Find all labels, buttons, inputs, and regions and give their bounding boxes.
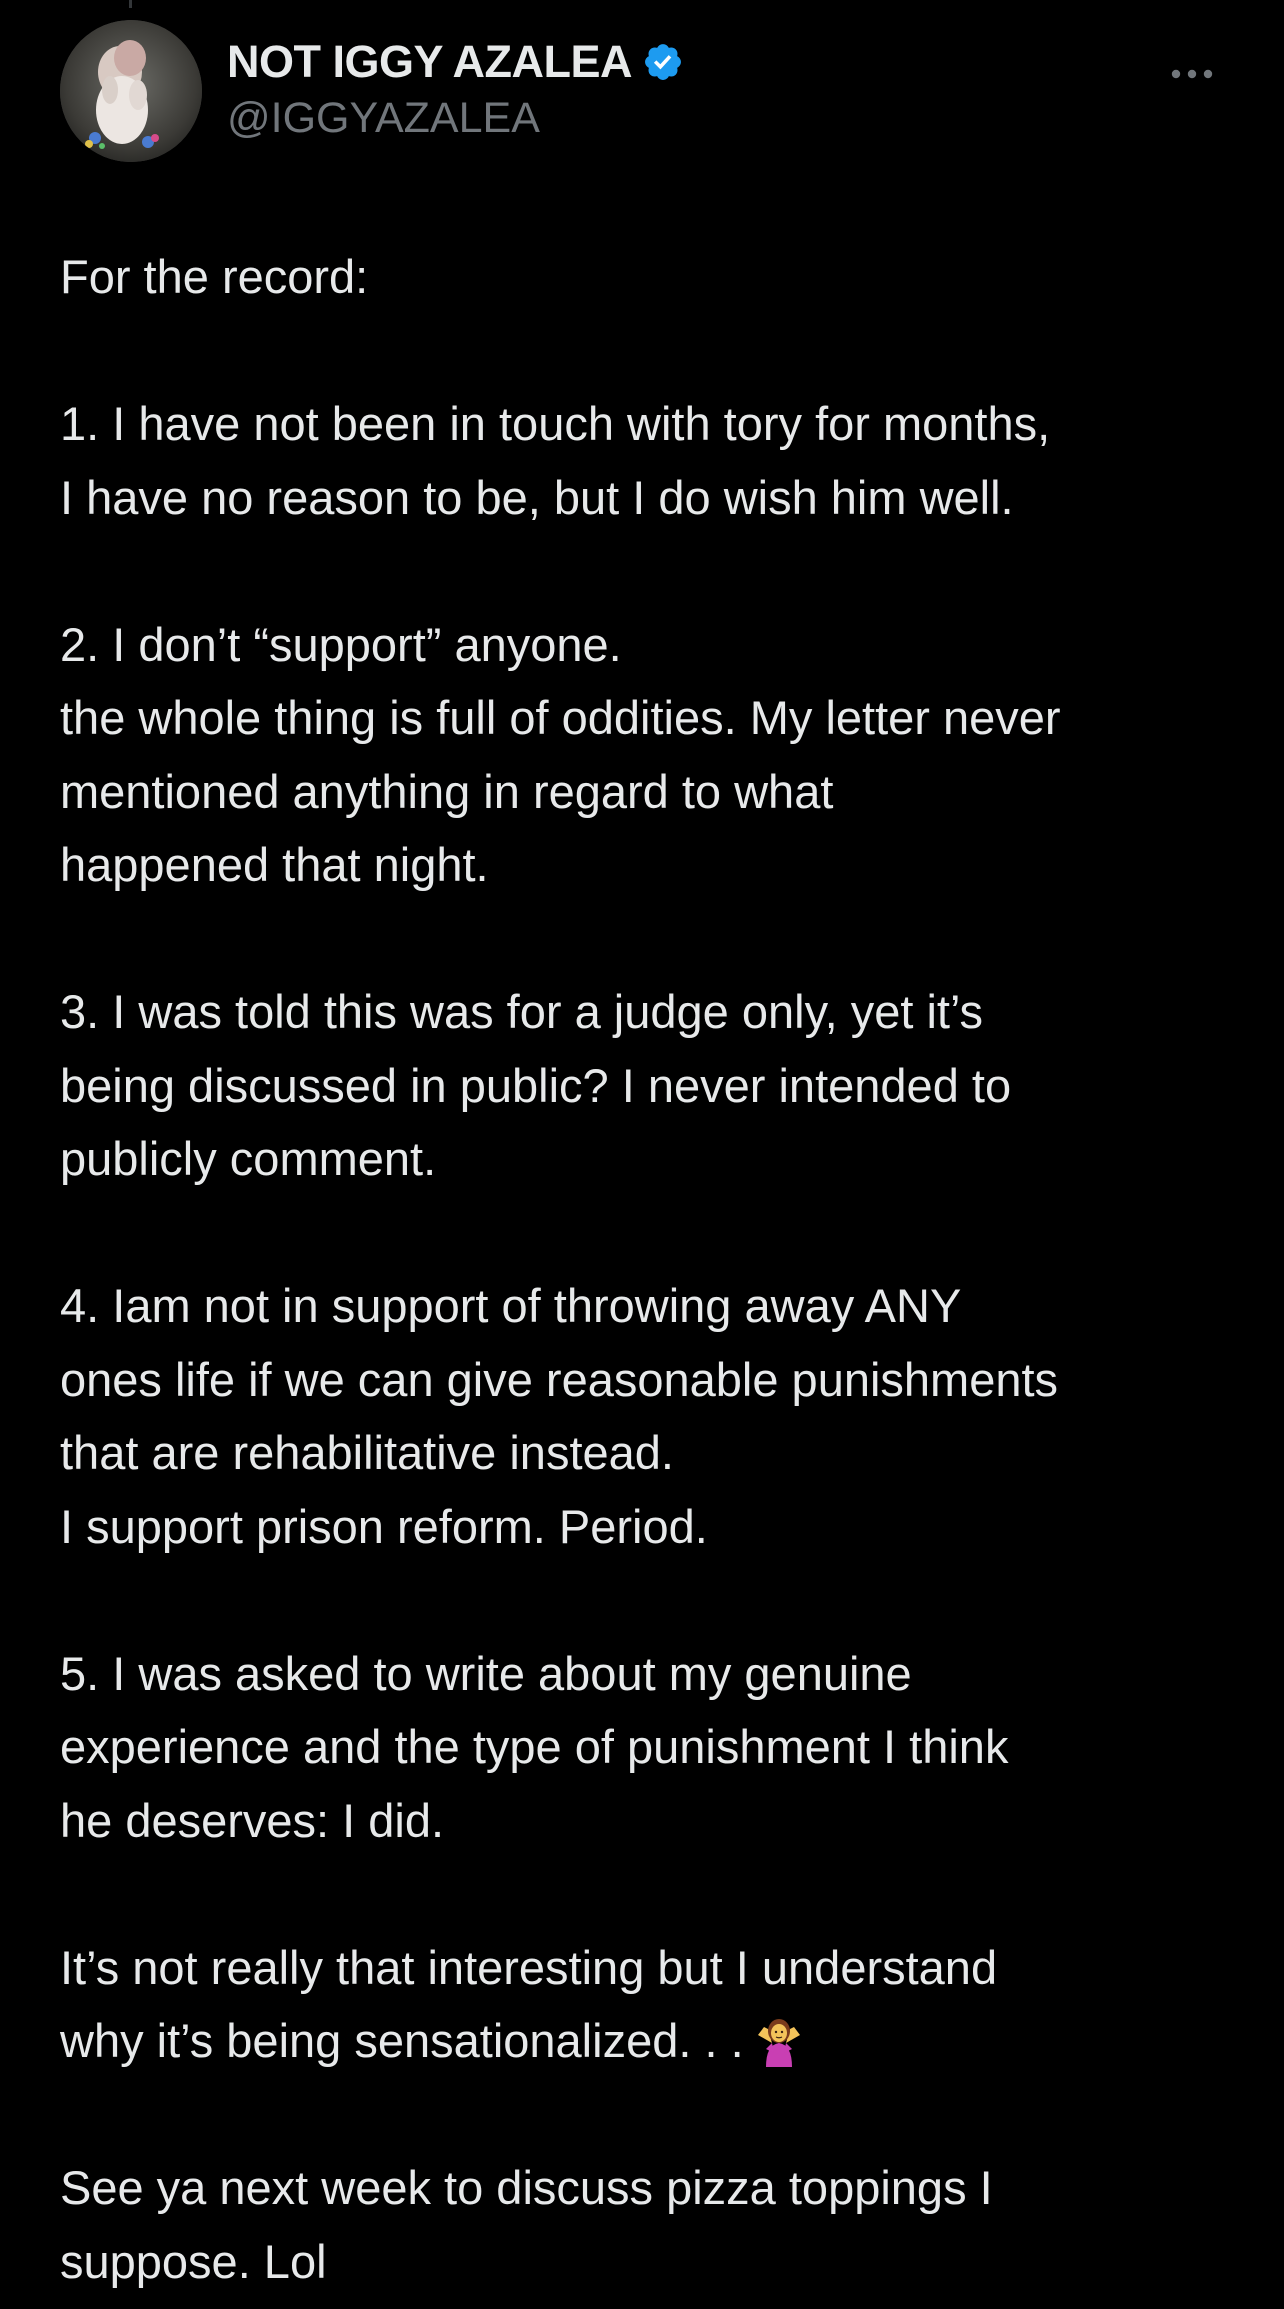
more-options-button[interactable] bbox=[1160, 42, 1224, 106]
tweet-intro: For the record: bbox=[60, 250, 369, 303]
author-info bbox=[227, 34, 684, 143]
point-1-line-1: 1. I have not been in touch with tory for months, bbox=[60, 397, 1051, 450]
avatar-image bbox=[60, 20, 202, 162]
thread-connector-line bbox=[129, 0, 132, 8]
point-2-line-4: happened that night. bbox=[60, 838, 489, 891]
point-1-line-2: I have no reason to be, but I do wish him well. bbox=[60, 470, 1014, 524]
paragraph-gap bbox=[60, 534, 1240, 608]
author-handle[interactable]: @IGGYAZALEA bbox=[227, 94, 540, 142]
point-4-line-3: that are rehabilitative instead. bbox=[60, 1426, 674, 1479]
closing-line-1: It’s not really that interesting but I understand bbox=[60, 1940, 998, 1994]
display-name[interactable]: NOT IGGY AZALEA bbox=[227, 36, 633, 87]
point-5-line-3: he deserves: I did. bbox=[60, 1793, 445, 1847]
point-2-line-3: mentioned anything in regard to what bbox=[60, 764, 834, 818]
paragraph-gap bbox=[60, 1196, 1240, 1270]
paragraph-gap bbox=[60, 314, 1240, 388]
more-horizontal-icon bbox=[1169, 67, 1215, 81]
signoff-line-1: See ya next week to discuss pizza toppings I bbox=[60, 2161, 993, 2214]
avatar[interactable] bbox=[60, 20, 202, 162]
closing-line-2-row bbox=[60, 2004, 1240, 2078]
display-name-row bbox=[227, 34, 684, 90]
point-4-line-2: ones life if we can give reasonable punishments bbox=[60, 1352, 1059, 1406]
tweet-header bbox=[60, 20, 1224, 162]
paragraph-gap bbox=[60, 1563, 1240, 1637]
point-5-line-2: experience and the type of punishment I think bbox=[60, 1720, 1009, 1773]
point-5-line-1: 5. I was asked to write about my genuine bbox=[60, 1646, 912, 1700]
person-shrugging-emoji-icon bbox=[752, 2013, 806, 2067]
tweet-text bbox=[60, 240, 1240, 2298]
point-2-line-1: 2. I don’t “support” anyone. bbox=[60, 617, 622, 671]
point-4-line-1: 4. Iam not in support of throwing away ANY bbox=[60, 1279, 962, 1332]
signoff-line-2: suppose. Lol bbox=[60, 2234, 327, 2288]
point-3-line-2: being discussed in public? I never intended to bbox=[60, 1058, 1012, 1112]
point-4-line-4: I support prison reform. Period. bbox=[60, 1499, 708, 1553]
closing-line-2: why it’s being sensationalized. . . bbox=[60, 2014, 744, 2067]
point-3-line-3: publicly comment. bbox=[60, 1132, 437, 1185]
point-2-line-2: the whole thing is full of oddities. My letter never bbox=[60, 691, 1061, 744]
point-3-line-1: 3. I was told this was for a judge only, yet it’s bbox=[60, 985, 984, 1038]
paragraph-gap bbox=[60, 2078, 1240, 2152]
paragraph-gap bbox=[60, 1857, 1240, 1931]
paragraph-gap bbox=[60, 902, 1240, 976]
verified-badge-icon bbox=[642, 41, 684, 83]
